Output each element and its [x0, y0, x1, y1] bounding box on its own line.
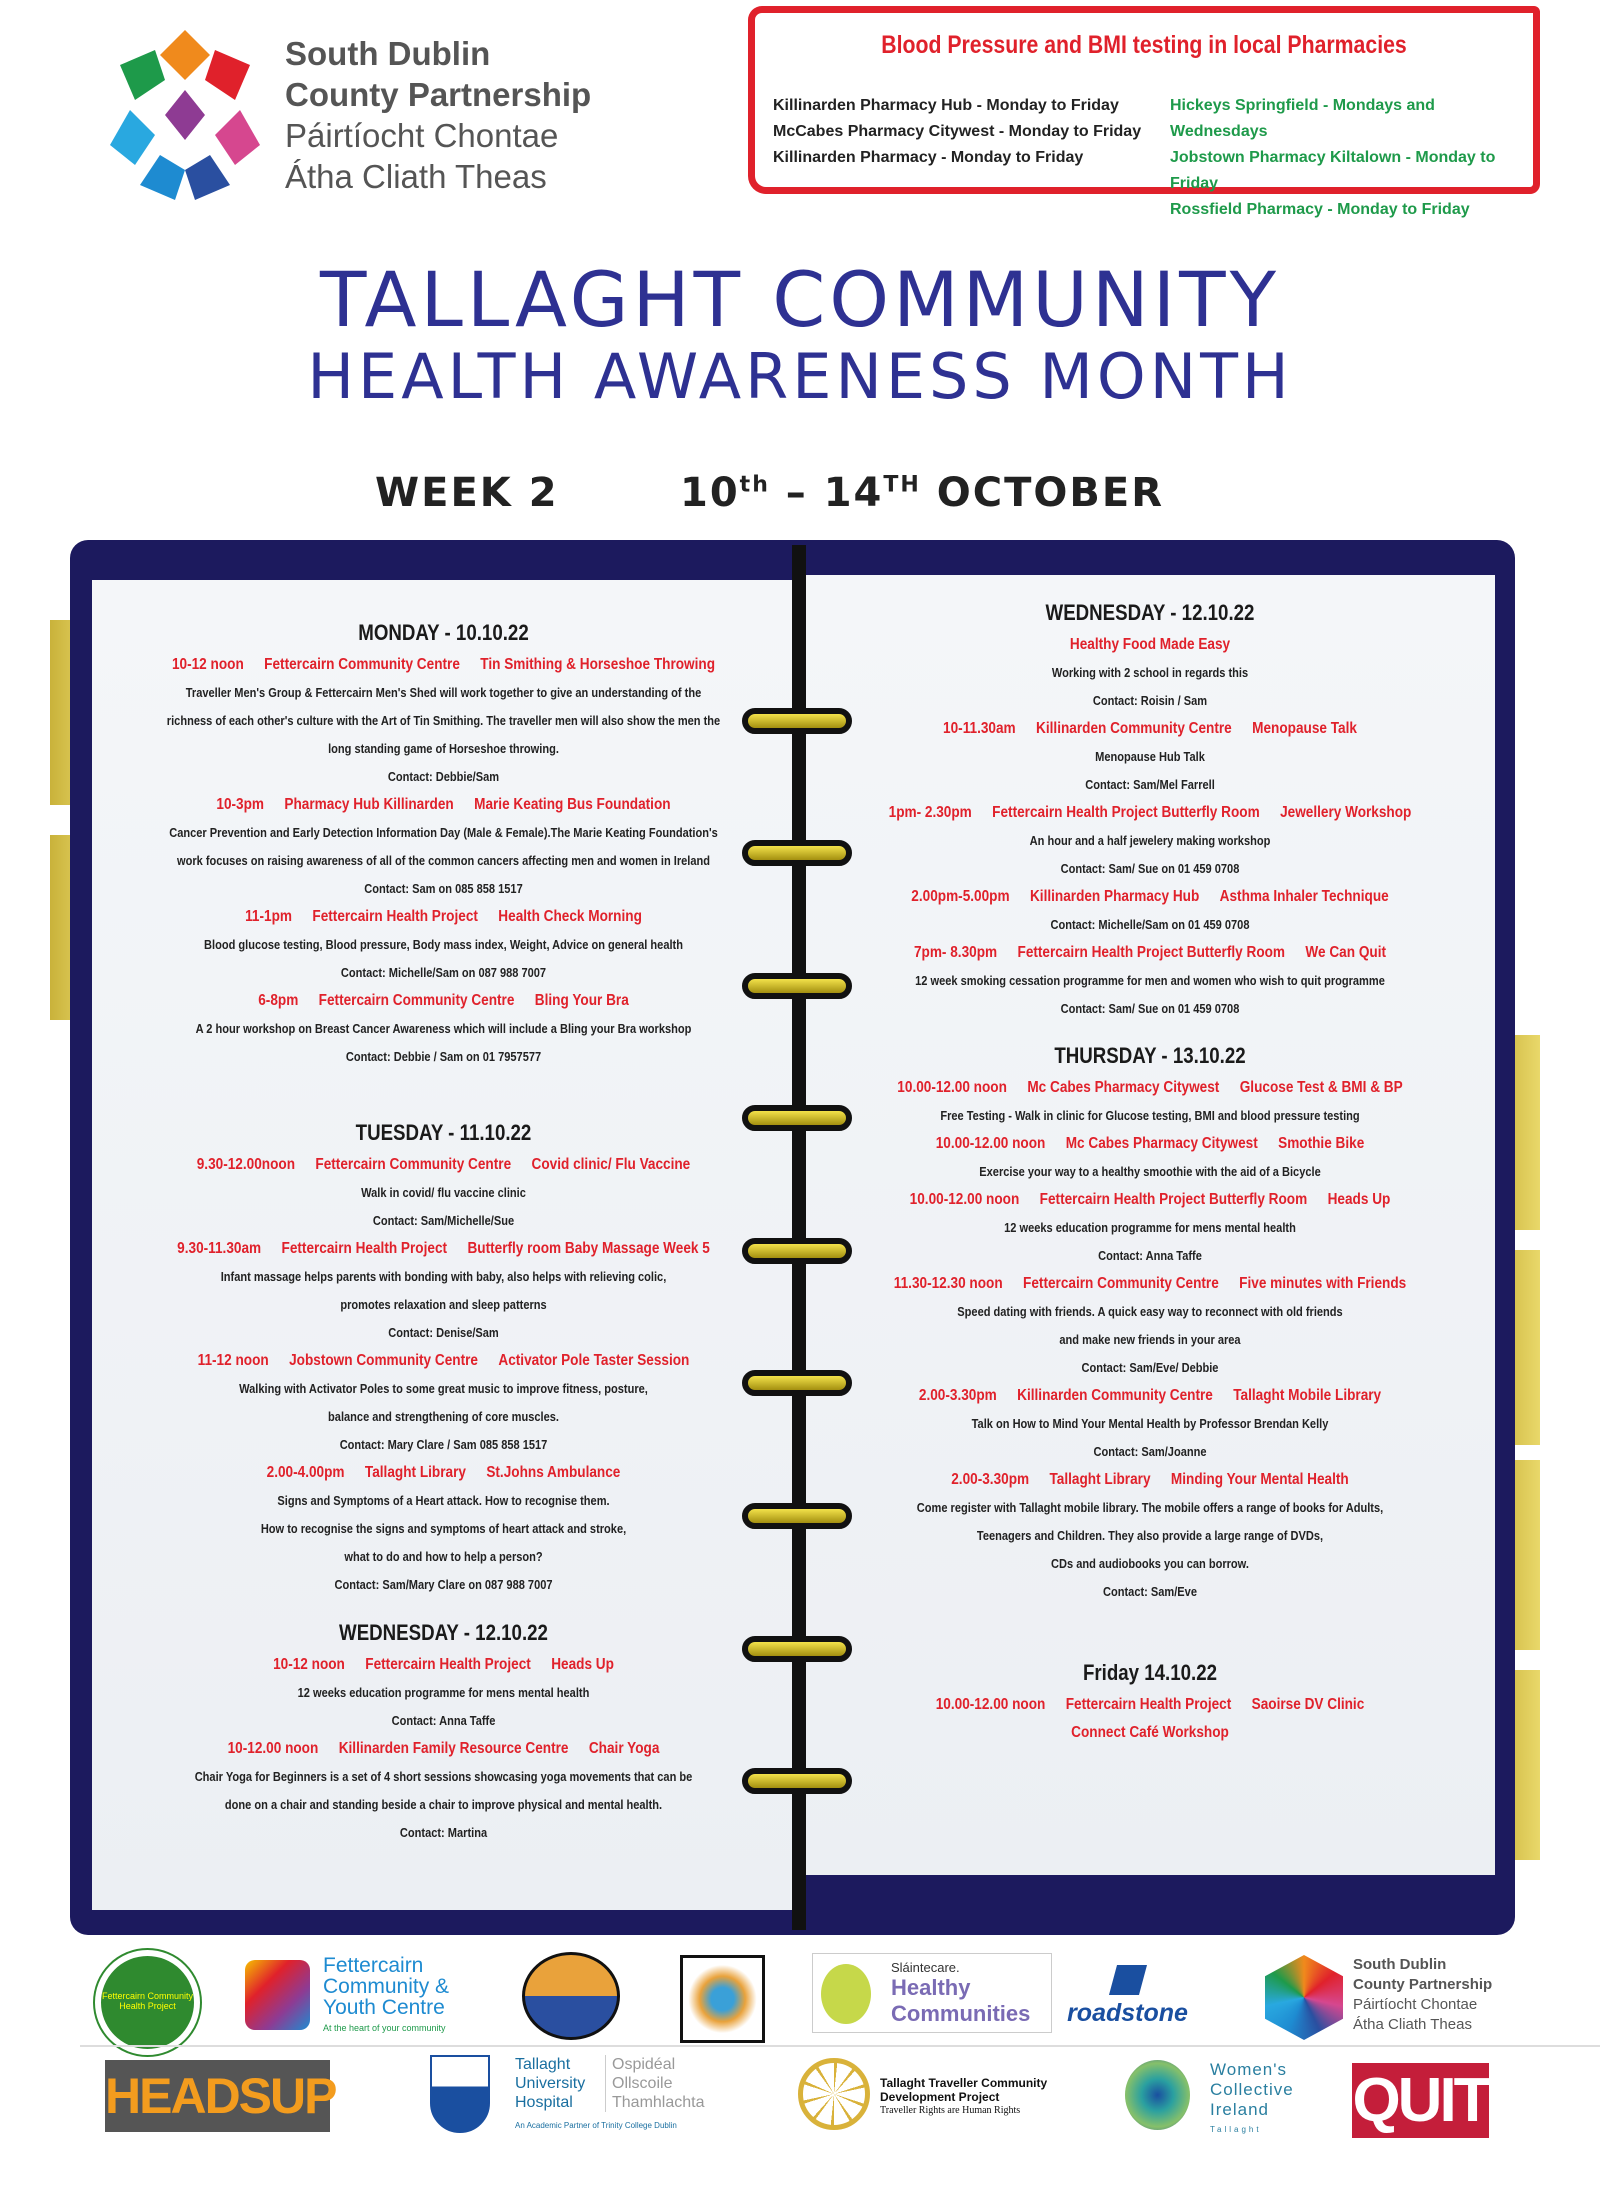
tuh-g1: Ospidéal [612, 2056, 676, 2073]
sdcp-l3: Páirtíocht Chontae [1353, 1996, 1478, 2013]
event-header [857, 799, 1444, 827]
week-dates [680, 470, 1164, 516]
fhp-text: Fettercairn Community Health Project [101, 1991, 194, 2011]
event-venue: Killinarden Community Centre [1036, 720, 1232, 737]
event-title: Bling Your Bra [534, 992, 629, 1009]
event-description: An hour and a half jewelery making workshop [1029, 833, 1271, 848]
event-header [857, 1270, 1444, 1298]
event-contact: Contact: Anna Taffe [1098, 1248, 1202, 1263]
event-time: 7pm- 8.30pm [913, 944, 998, 961]
event-header [145, 1459, 743, 1487]
event-contact: Contact: Sam/Mary Clare on 087 988 7007 [334, 1577, 553, 1592]
event-header [857, 883, 1444, 911]
quit-logo: QUIT [1352, 2063, 1489, 2138]
event-contact: Contact: Denise/Sam [388, 1325, 499, 1340]
event-header [145, 1735, 743, 1763]
event-time: 10-3pm [216, 796, 265, 813]
binder-ring [742, 1768, 852, 1794]
logo-line2: County Partnership [285, 76, 592, 113]
hexagon-logo-icon [1265, 1955, 1343, 2040]
fettercairn-health-project-logo [95, 1950, 200, 2055]
pharmacy-item: Killinarden Pharmacy Hub - Monday to Friday [773, 97, 1119, 114]
ttcdp-l1: Tallaght Traveller Community [880, 2076, 1048, 2090]
event-contact: Contact: Sam/Eve/ Debbie [1081, 1360, 1219, 1375]
event-header [857, 631, 1444, 659]
day-heading: THURSDAY - 13.10.22 [1054, 1043, 1246, 1068]
event-description: Speed dating with friends. A quick easy way to reconnect with old friends [957, 1304, 1343, 1319]
event-description: CDs and audiobooks you can borrow. [1051, 1556, 1249, 1571]
event-time: 10.00-12.00 noon [909, 1191, 1020, 1208]
event-title: Butterfly room Baby Massage Week 5 [467, 1240, 710, 1257]
event-venue: Mc Cabes Pharmacy Citywest [1065, 1135, 1258, 1152]
headsup-logo: HEADSUP [105, 2060, 330, 2132]
pharmacy-list-right [1170, 93, 1533, 223]
event-description: long standing game of Horseshoe throwing. [328, 741, 559, 756]
day-section [805, 595, 1495, 1023]
event-venue: Killinarden Pharmacy Hub [1029, 888, 1200, 905]
tuh-tag: An Academic Partner of Trinity College Dublin [515, 2121, 677, 2130]
crest-icon [430, 2055, 490, 2133]
event-contact: Contact: Roisin / Sam [1092, 693, 1208, 708]
event-time: 9.30-11.30am [177, 1240, 262, 1257]
contour-icon [1125, 2060, 1190, 2130]
event-title: Activator Pole Taster Session [498, 1352, 690, 1369]
sdcp-footer-logo [1265, 1955, 1505, 2035]
event-header [857, 715, 1444, 743]
month: OCTOBER [920, 470, 1164, 516]
event-venue: Fettercairn Community Centre [1023, 1275, 1219, 1292]
event-title: Tin Smithing & Horseshoe Throwing [480, 656, 716, 673]
week-label: WEEK 2 [375, 470, 559, 516]
roadstone-mark-icon [1108, 1965, 1146, 1995]
event-time: 11-1pm [245, 908, 292, 925]
day-heading: Friday 14.10.22 [1082, 1660, 1218, 1685]
people-icon [821, 1964, 871, 2024]
event-description: A 2 hour workshop on Breast Cancer Awareness which will include a Bling your Bra workshop [195, 1021, 692, 1036]
date-sep: – [769, 470, 824, 516]
binder-ring [742, 1105, 852, 1131]
event-time: 10-12 noon [171, 656, 244, 673]
event-description: Teenagers and Children. They also provide a large range of DVDs, [976, 1528, 1324, 1543]
event-title: Menopause Talk [1252, 720, 1357, 737]
event-time: 10.00-12.00 noon [935, 1135, 1046, 1152]
pharmacy-item: Jobstown Pharmacy Kiltalown - Monday to Friday [1170, 149, 1496, 192]
event-venue: Fettercairn Community Centre [315, 1156, 512, 1173]
event-venue: Fettercairn Health Project Butterfly Room [1039, 1191, 1308, 1208]
event-description: and make new friends in your area [1059, 1332, 1241, 1347]
event-time: 2.00-4.00pm [266, 1464, 345, 1481]
tuh-g3: Thamhlachta [612, 2094, 705, 2111]
page-title-line1: TALLAGHT COMMUNITY [320, 255, 1280, 344]
event-header [857, 1466, 1444, 1494]
event-description: Walk in covid/ flu vaccine clinic [361, 1185, 526, 1200]
day-section [92, 615, 795, 1071]
day-section [805, 1655, 1495, 1747]
sdcp-l4: Átha Cliath Theas [1353, 2016, 1472, 2033]
pharmacy-box-title: Blood Pressure and BMI testing in local Pharmacies [881, 31, 1407, 59]
event-title: Asthma Inhaler Technique [1219, 888, 1389, 905]
wci-l3: Ireland [1210, 2100, 1269, 2119]
slaintecare-l2: Healthy [891, 1975, 971, 2000]
tuh-l3: Hospital [515, 2094, 573, 2111]
day-heading: WEDNESDAY - 12.10.22 [339, 1620, 548, 1645]
event-description: 12 week smoking cessation programme for men and women who wish to quit programme [915, 973, 1385, 988]
end-day: 14 [823, 470, 884, 516]
event-description: Traveller Men's Group & Fettercairn Men's Shed will work together to give an understanding of the [185, 685, 702, 700]
event-title: Glucose Test & BMI & BP [1239, 1079, 1403, 1096]
day-section [805, 1038, 1495, 1606]
event-description: Infant massage helps parents with bonding with baby, also helps with relieving colic, [220, 1269, 667, 1284]
event-venue: Fettercairn Community Centre [318, 992, 515, 1009]
event-description: Come register with Tallaght mobile library. The mobile offers a range of books for Adults, [916, 1500, 1384, 1515]
event-venue: Pharmacy Hub Killinarden [284, 796, 454, 813]
event-time: 10.00-12.00 noon [897, 1079, 1007, 1096]
left-page [92, 580, 795, 1910]
event-header [857, 1382, 1444, 1410]
event-time: 10-12 noon [273, 1656, 345, 1673]
event-time: 10-11.30am [943, 720, 1016, 737]
event-description: How to recognise the signs and symptoms of heart attack and stroke, [260, 1521, 627, 1536]
page-title-line2: HEALTH AWARENESS MONTH [307, 340, 1293, 413]
event-venue: Fettercairn Health Project [365, 1656, 531, 1673]
event-header [857, 1691, 1444, 1719]
event-venue: Fettercairn Health Project [312, 908, 478, 925]
event-contact: Contact: Sam/ Sue on 01 459 0708 [1060, 861, 1240, 876]
sdcp-l1: South Dublin [1353, 1956, 1447, 1973]
event-contact: Contact: Mary Clare / Sam 085 858 1517 [339, 1437, 548, 1452]
pharmacy-item: McCabes Pharmacy Citywest - Monday to Friday [773, 123, 1142, 140]
event-time: 11-12 noon [197, 1352, 269, 1369]
event-title: Five minutes with Friends [1239, 1275, 1407, 1292]
event-description: work focuses on raising awareness of all of the common cancers affecting men and women in Ireland [176, 853, 710, 868]
binder-ring [742, 1636, 852, 1662]
footer-divider [80, 2045, 1600, 2047]
event-header [145, 987, 743, 1015]
day-section [92, 1615, 795, 1847]
globe-logo-icon [680, 1955, 765, 2043]
binder-ring [742, 973, 852, 999]
event-contact: Contact: Sam/ Sue on 01 459 0708 [1060, 1001, 1240, 1016]
event-time: 1pm- 2.30pm [888, 804, 972, 821]
event-header [857, 939, 1444, 967]
event-header [145, 1235, 743, 1263]
event-contact: Contact: Debbie/Sam [387, 769, 500, 784]
slaintecare-l1: Sláintecare. [891, 1960, 960, 1975]
event-description: Menopause Hub Talk [1095, 749, 1205, 764]
event-contact: Contact: Sam/Mel Farrell [1085, 777, 1215, 792]
event-venue: Mc Cabes Pharmacy Citywest [1027, 1079, 1220, 1096]
event-contact: Contact: Sam on 085 858 1517 [364, 881, 523, 896]
event-header [857, 1130, 1444, 1158]
event-description: promotes relaxation and sleep patterns [340, 1297, 547, 1312]
pharmacy-item: Killinarden Pharmacy - Monday to Friday [773, 149, 1084, 166]
event-title: Tallaght Mobile Library [1233, 1387, 1382, 1404]
event-header [145, 1347, 743, 1375]
event-extra: Connect Café Workshop [1071, 1724, 1229, 1741]
event-description: Free Testing - Walk in clinic for Glucose testing, BMI and blood pressure testing [940, 1108, 1360, 1123]
event-header [145, 903, 743, 931]
fcyc-l1: Fettercairn [323, 1954, 424, 1977]
fcyc-l2: Community & [323, 1975, 450, 1998]
ttcdp-logo [798, 2058, 1078, 2136]
event-venue: Fettercairn Health Project Butterfly Room [992, 804, 1260, 821]
event-title: Marie Keating Bus Foundation [474, 796, 671, 813]
tuh-l1: Tallaght [515, 2056, 571, 2073]
event-time: 10-12.00 noon [227, 1740, 319, 1757]
logo-line3: Páirtíocht Chontae [285, 117, 559, 154]
wci-logo [1125, 2060, 1325, 2135]
event-header [145, 791, 743, 819]
event-description: Signs and Symptoms of a Heart attack. How to recognise them. [277, 1493, 610, 1508]
wci-l1: Women's [1210, 2060, 1288, 2079]
event-description: Chair Yoga for Beginners is a set of 4 short sessions showcasing yoga movements that can be [194, 1769, 693, 1784]
event-contact: Contact: Sam/Joanne [1093, 1444, 1207, 1459]
event-description: Working with 2 school in regards this [1051, 665, 1249, 680]
right-page [805, 575, 1495, 1875]
event-venue: Fettercairn Health Project Butterfly Room [1017, 944, 1286, 961]
event-time: 6-8pm [258, 992, 299, 1009]
end-sup: TH [883, 472, 921, 498]
event-title: Covid clinic/ Flu Vaccine [531, 1156, 691, 1173]
event-title: Chair Yoga [588, 1740, 660, 1757]
event-title: Heads Up [551, 1656, 614, 1673]
event-description: Walking with Activator Poles to some great music to improve fitness, posture, [239, 1381, 648, 1396]
tuh-g2: Ollscoile [612, 2075, 673, 2092]
event-title: Health Check Morning [498, 908, 642, 925]
event-title: Healthy Food Made Easy [1069, 636, 1231, 653]
event-time: 2.00pm-5.00pm [911, 888, 1010, 905]
fcyc-logo [245, 1955, 475, 2039]
event-contact: Contact: Sam/Michelle/Sue [372, 1213, 515, 1228]
binder-ring [742, 1238, 852, 1264]
event-time: 2.00-3.30pm [951, 1471, 1030, 1488]
event-description: Cancer Prevention and Early Detection Information Day (Male & Female).The Marie Keating Foundation's [169, 825, 718, 840]
event-title: Jewellery Workshop [1280, 804, 1412, 821]
event-contact: Contact: Michelle/Sam on 087 988 7007 [340, 965, 547, 980]
start-day: 10 [680, 470, 740, 516]
event-header [857, 1186, 1444, 1214]
wagon-wheel-icon [798, 2058, 870, 2130]
event-header [145, 651, 743, 679]
pharmacy-testing-box [748, 6, 1540, 218]
event-title: Heads Up [1327, 1191, 1391, 1208]
event-description: balance and strengthening of core muscles. [328, 1409, 559, 1424]
event-contact: Contact: Martina [399, 1825, 488, 1840]
event-venue: Killinarden Community Centre [1017, 1387, 1213, 1404]
event-venue: Jobstown Community Centre [289, 1352, 478, 1369]
binder-ring [742, 1370, 852, 1396]
event-time: 10.00-12.00 noon [935, 1696, 1046, 1713]
event-description: done on a chair and standing beside a chair to improve physical and mental health. [224, 1797, 663, 1812]
pharmacy-item: Hickeys Springfield - Mondays and Wednesdays [1170, 97, 1435, 140]
event-description: 12 weeks education programme for mens mental health [1004, 1220, 1296, 1235]
binder-ring [742, 708, 852, 734]
event-description: richness of each other's culture with the Art of Tin Smithing. The traveller men will also show the men the [166, 713, 721, 728]
sdcp-logo [100, 25, 600, 210]
event-contact: Contact: Debbie / Sam on 01 7957577 [345, 1049, 542, 1064]
wci-l2: Collective [1210, 2080, 1294, 2099]
event-venue: Fettercairn Community Centre [264, 656, 460, 673]
day-heading: WEDNESDAY - 12.10.22 [1045, 600, 1255, 625]
event-venue: Tallaght Library [1049, 1471, 1151, 1488]
event-venue: Fettercairn Health Project [281, 1240, 448, 1257]
event-time: 2.00-3.30pm [918, 1387, 997, 1404]
event-description: what to do and how to help a person? [344, 1549, 543, 1564]
event-time: 9.30-12.00noon [196, 1156, 296, 1173]
fcyc-l3: Youth Centre [323, 1996, 445, 2019]
ttcdp-tag: Traveller Rights are Human Rights [880, 2105, 1021, 2116]
slaintecare-logo [812, 1953, 1052, 2033]
event-header [857, 1074, 1444, 1102]
event-description: Blood glucose testing, Blood pressure, Body mass index, Weight, Advice on general health [204, 937, 683, 952]
sdcp-l2: County Partnership [1353, 1976, 1493, 1993]
slaintecare-l3: Communities [891, 2001, 1031, 2026]
logo-line1: South Dublin [285, 35, 491, 72]
pharmacy-list-left [773, 93, 1141, 171]
event-contact: Contact: Michelle/Sam on 01 459 0708 [1050, 917, 1250, 932]
event-header [145, 1151, 743, 1179]
handshake-logo-icon [522, 1952, 620, 2040]
event-title: We Can Quit [1305, 944, 1387, 961]
binder-ring [742, 840, 852, 866]
event-description: Exercise your way to a healthy smoothie with the aid of a Bicycle [979, 1164, 1321, 1179]
event-contact: Contact: Anna Taffe [391, 1713, 496, 1728]
ttcdp-l2: Development Project [880, 2090, 1000, 2104]
fcyc-tag: At the heart of your community [323, 2023, 446, 2033]
event-title: Minding Your Mental Health [1170, 1471, 1349, 1488]
logo-line4: Átha Cliath Theas [285, 158, 547, 195]
event-description: 12 weeks education programme for mens mental health [297, 1685, 590, 1700]
event-time: 11.30-12.30 noon [893, 1275, 1003, 1292]
start-sup: th [739, 472, 770, 498]
event-description: Talk on How to Mind Your Mental Health by Professor Brendan Kelly [971, 1416, 1329, 1431]
day-heading: TUESDAY - 11.10.22 [355, 1120, 532, 1145]
event-venue: Fettercairn Health Project [1065, 1696, 1232, 1713]
day-section [92, 1115, 795, 1599]
hexagon-logo-icon [100, 25, 270, 205]
day-heading: MONDAY - 10.10.22 [358, 620, 529, 645]
roadstone-logo [1065, 1965, 1190, 2028]
event-contact: Contact: Sam/Eve [1103, 1584, 1197, 1599]
event-title: Smothie Bike [1278, 1135, 1365, 1152]
event-title: St.Johns Ambulance [486, 1464, 621, 1481]
event-venue: Killinarden Family Resource Centre [338, 1740, 569, 1757]
binder-ring [742, 1503, 852, 1529]
tuh-logo [430, 2055, 720, 2135]
event-title: Saoirse DV Clinic [1251, 1696, 1365, 1713]
hands-icon [245, 1960, 310, 2030]
roadstone-text: roadstone [1067, 1999, 1188, 2027]
pharmacy-item: Rossfield Pharmacy - Monday to Friday [1170, 201, 1470, 218]
wci-l4: Tallaght [1210, 2125, 1262, 2134]
tuh-l2: University [515, 2075, 586, 2092]
event-header [145, 1651, 743, 1679]
event-venue: Tallaght Library [364, 1464, 466, 1481]
